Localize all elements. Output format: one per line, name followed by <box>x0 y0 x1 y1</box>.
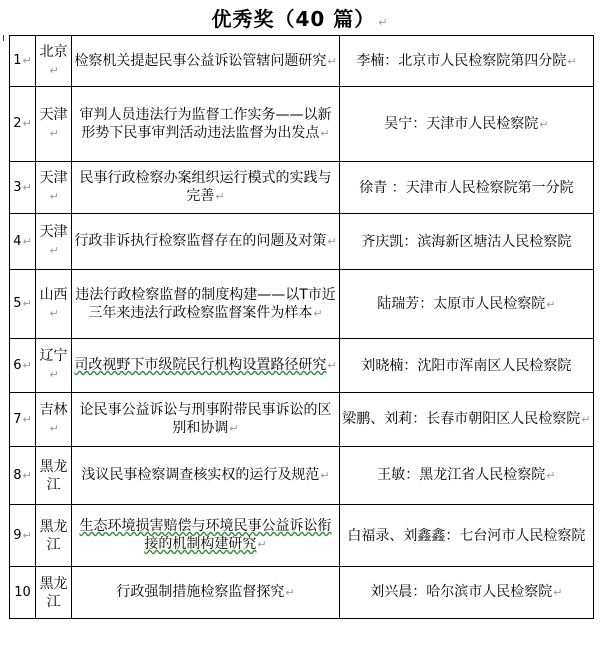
author-cell: 刘兴晨：哈尔滨市人民检察院↵ <box>339 567 593 619</box>
row-number-cell: 2↵ <box>10 87 36 162</box>
author-cell: 梁鹏、刘莉：长春市朝阳区人民检察院↵ <box>339 393 593 447</box>
region-cell: 黑龙江 <box>35 505 71 567</box>
row-number-cell: 9↵ <box>10 505 36 567</box>
author-cell: 李楠：北京市人民检察院第四分院↵ <box>339 36 593 87</box>
region-cell: 吉林↵ <box>35 393 71 447</box>
row-number-cell: 8↵ <box>10 447 36 505</box>
table-row <box>10 162 594 214</box>
region-cell: 黑龙江 <box>35 567 71 619</box>
awards-table <box>9 35 594 619</box>
row-number-cell: 7↵ <box>10 393 36 447</box>
table-row <box>10 87 594 162</box>
author-cell: 徐青 ：天津市人民检察院第一分院 <box>339 162 593 214</box>
author-cell: 白福录、刘鑫鑫：七台河市人民检察院 <box>339 505 593 567</box>
page-title <box>0 3 600 32</box>
row-number-cell: 10 <box>10 567 36 619</box>
table-row <box>10 36 594 87</box>
title-text: 优秀奖（40 篇） <box>211 7 376 31</box>
table-row <box>10 339 594 393</box>
topic-cell: 民事行政检察办案组织运行模式的实践与完善↵ <box>72 162 340 214</box>
region-cell: 天津↵ <box>35 214 71 270</box>
table-row <box>10 447 594 505</box>
topic-cell: 违法行政检察监督的制度构建——以T市近三年来违法行政检察监督案件为样本↵ <box>72 270 340 339</box>
row-number-cell: 6↵ <box>10 339 36 393</box>
topic-cell: 行政强制措施检察监督探究↵ <box>72 567 340 619</box>
author-cell: 齐庆凯：滨海新区塘沽人民检察院 <box>339 214 593 270</box>
paragraph-mark-icon: ↵ <box>378 16 389 29</box>
topic-cell: 行政非诉执行检察监督存在的问题及对策↵ <box>72 214 340 270</box>
topic-cell: 生态环境损害赔偿与环境民事公益诉讼衔接的机制构建研究↵ <box>72 505 340 567</box>
row-number-cell: 3↵ <box>10 162 36 214</box>
row-number-cell: 4↵ <box>10 214 36 270</box>
topic-cell: 论民事公益诉讼与刑事附带民事诉讼的区别和协调↵ <box>72 393 340 447</box>
table-row <box>10 214 594 270</box>
topic-cell: 审判人员违法行为监督工作实务——以新形势下民事审判活动违法监督为出发点↵ <box>72 87 340 162</box>
region-cell: 天津↵ <box>35 162 71 214</box>
table-row <box>10 505 594 567</box>
table-anchor-marker <box>3 35 4 41</box>
author-cell: 吴宁：天津市人民检察院↵ <box>339 87 593 162</box>
region-cell: 北京↵ <box>35 36 71 87</box>
table-row <box>10 393 594 447</box>
row-number-cell: 1↵ <box>10 36 36 87</box>
author-cell: 刘晓楠：沈阳市浑南区人民检察院 <box>339 339 593 393</box>
row-number-cell: 5↵ <box>10 270 36 339</box>
region-cell: 天津↵ <box>35 87 71 162</box>
topic-cell: 司改视野下市级院民行机构设置路径研究↵ <box>72 339 340 393</box>
topic-cell: 检察机关提起民事公益诉讼管辖问题研究↵ <box>72 36 340 87</box>
author-cell: 王敏：黑龙江省人民检察院↵ <box>339 447 593 505</box>
topic-cell: 浅议民事检察调查核实权的运行及规范↵ <box>72 447 340 505</box>
region-cell: 辽宁↵ <box>35 339 71 393</box>
table-row <box>10 567 594 619</box>
table-row <box>10 270 594 339</box>
author-cell: 陆瑞芳：太原市人民检察院↵ <box>339 270 593 339</box>
region-cell: 黑龙江 <box>35 447 71 505</box>
region-cell: 山西↵ <box>35 270 71 339</box>
